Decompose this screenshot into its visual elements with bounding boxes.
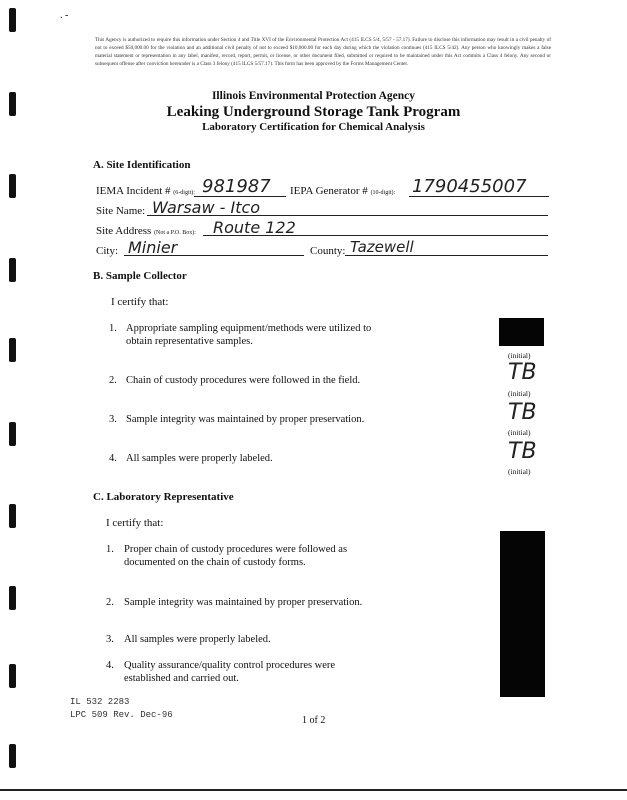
agency-name: Illinois Environmental Protection Agency [211, 90, 416, 102]
iema-label-text: IEMA Incident # [96, 185, 171, 197]
page-number: 1 of 2 [302, 715, 326, 726]
form-revision: LPC 509 Rev. Dec-96 [70, 710, 173, 720]
collector-item-num: 1. [109, 323, 117, 334]
county-value[interactable]: Tazewell [350, 238, 414, 256]
legal-notice: This Agency is authorized to require this information under Section 4 and Title XVI of the Environmental Protection Act (415 ILCS 5/4, 5/57 - 57.17). Failure to disclose this information may result in a civil penalty of not to exceed $50,000.00 for the violation and an additional civil penalty of not to exceed $10,000.00 for each day during which the violation continues (415 ILCS 5/42). Any person who knowingly makes a false material statement or representation in any label, manifest, record, report, permit, or license, or other document filed, submitted or required to be maintained under this Act commits a Class 4 felony. Any second or subsequent offense after conviction hereunder is a Class 3 felony (415 ILCS 5/57.17). This form has been approved by the Forms Management Center. [95, 37, 551, 67]
form-code: IL 532 2283 [70, 697, 130, 707]
lab-item-num: 3. [106, 634, 114, 645]
lab-item-text: Proper chain of custody procedures were followed as documented on the chain of custody forms. [124, 544, 348, 568]
collector-item-text: Sample integrity was maintained by proper preservation. [126, 414, 365, 425]
initials-mark[interactable]: TB [508, 400, 537, 425]
site-name-value[interactable]: Warsaw - Itco [152, 198, 261, 217]
binder-mark [9, 258, 16, 282]
initials-mark[interactable]: TB [508, 360, 537, 385]
site-name-label: Site Name: [96, 205, 146, 217]
site-address-label [96, 225, 196, 237]
iepa-label [290, 185, 395, 197]
collector-item-num: 4. [109, 453, 117, 464]
binder-mark [9, 8, 16, 32]
site-address-value[interactable]: Route 122 [213, 218, 296, 237]
site-address-label-text: Site Address [96, 225, 152, 237]
lab-item-text: Sample integrity was maintained by proper preservation. [124, 597, 363, 608]
binder-mark [9, 744, 16, 768]
bottom-rule [0, 789, 627, 791]
initial-label: (initial) [508, 428, 531, 437]
scan-speck: . - [60, 10, 69, 21]
collector-item-text: Chain of custody procedures were followed in the field. [126, 375, 361, 386]
binder-mark [9, 504, 16, 528]
redacted-initials-column [500, 531, 545, 697]
lab-item-num: 4. [106, 660, 114, 671]
section-c-heading: C. Laboratory Representative [93, 491, 234, 503]
iema-label [96, 185, 195, 197]
iepa-hint: (10-digit): [370, 190, 396, 196]
binder-mark [9, 174, 16, 198]
initial-label: (initial) [508, 351, 531, 360]
lab-item-text: Quality assurance/quality control procedures were established and carried out. [124, 660, 336, 684]
collector-item-text: All samples were properly labeled. [126, 453, 273, 464]
redacted-initial-box [499, 318, 544, 346]
lab-item-num: 1. [106, 544, 114, 555]
section-a-heading: A. Site Identification [93, 159, 191, 171]
initial-label: (initial) [508, 467, 531, 476]
binder-mark [9, 338, 16, 362]
iepa-value[interactable]: 1790455007 [412, 176, 527, 197]
collector-item-num: 3. [109, 414, 117, 425]
iepa-label-text: IEPA Generator # [290, 185, 368, 197]
collector-item-num: 2. [109, 375, 117, 386]
section-b-heading: B. Sample Collector [93, 270, 187, 282]
city-label: City: [96, 245, 119, 257]
section-c-certify: I certify that: [106, 517, 164, 529]
binder-mark [9, 664, 16, 688]
binder-mark [9, 422, 16, 446]
iema-value[interactable]: 981987 [202, 176, 271, 197]
initials-mark[interactable]: TB [508, 439, 537, 464]
initial-label: (initial) [508, 389, 531, 398]
city-value[interactable]: Minier [128, 238, 178, 257]
lab-item-num: 2. [106, 597, 114, 608]
site-address-hint: (Not a P.O. Box): [154, 230, 196, 236]
binder-mark [9, 586, 16, 610]
section-b-certify: I certify that: [111, 296, 169, 308]
lab-item-text: All samples were properly labeled. [124, 634, 271, 645]
program-title: Leaking Underground Storage Tank Program [166, 104, 461, 120]
form-subtitle: Laboratory Certification for Chemical Analysis [202, 121, 425, 133]
collector-item-text: Appropriate sampling equipment/methods were utilized to obtain representative samples. [126, 323, 372, 347]
county-label: County: [310, 245, 346, 257]
iema-hint: (6-digit): [173, 190, 195, 196]
